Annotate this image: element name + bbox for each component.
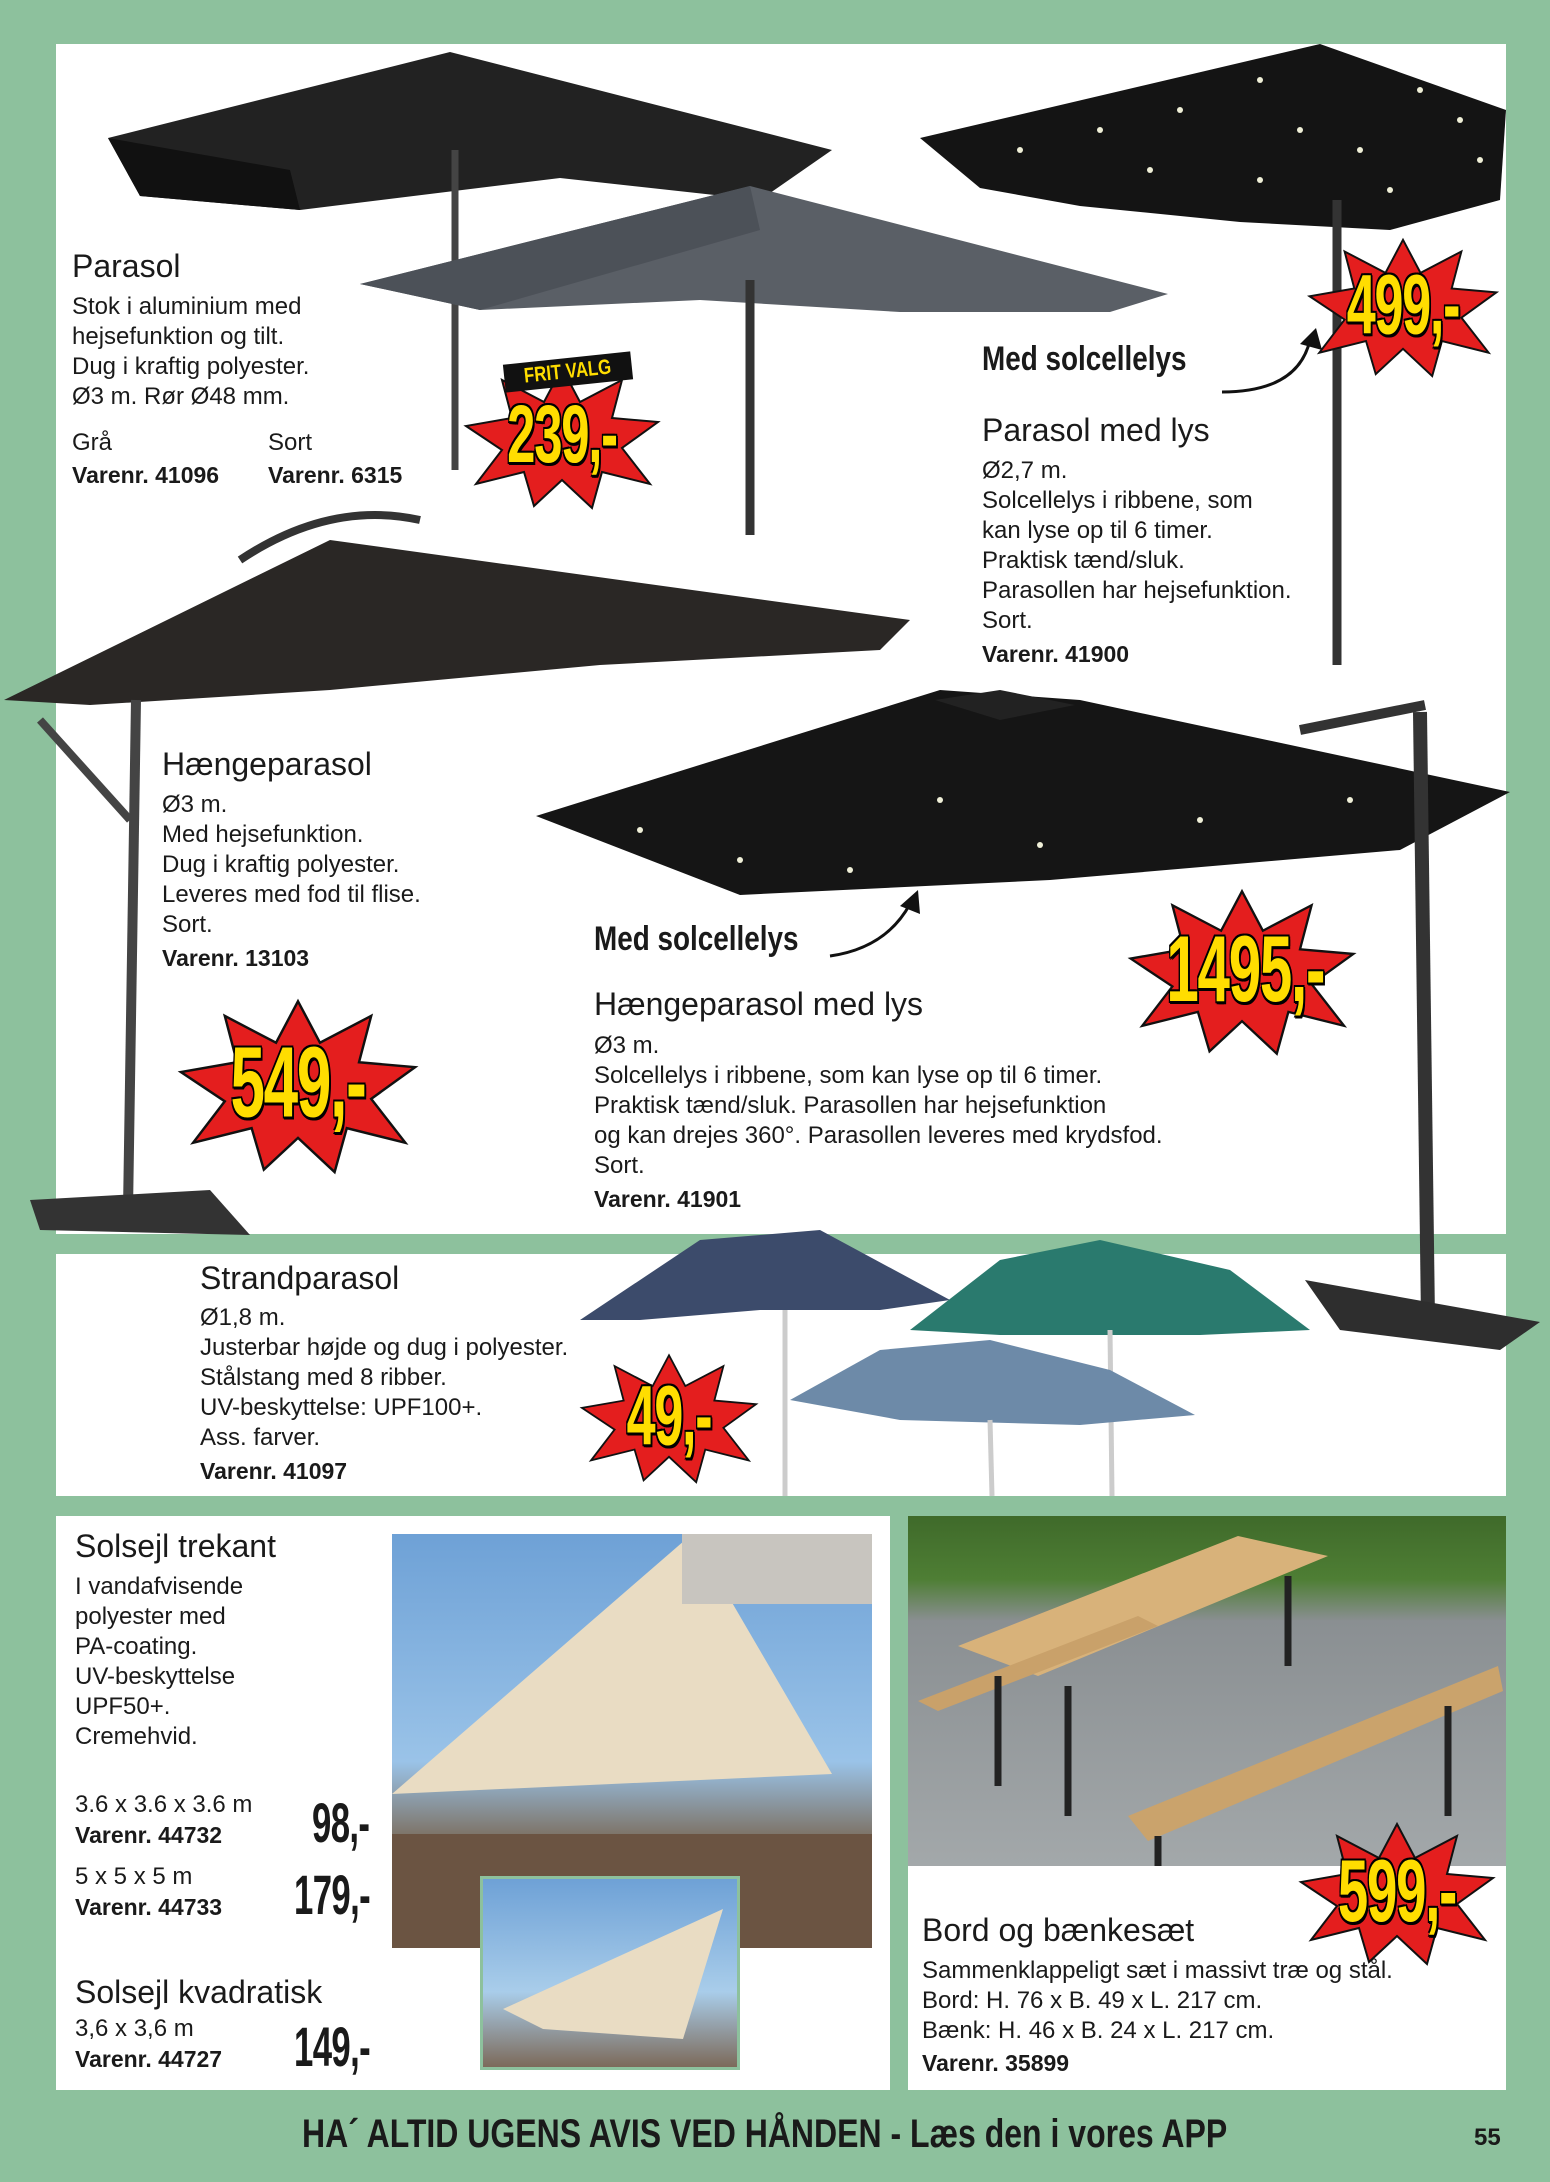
parasol-line: Ø3 m. Rør Ø48 mm.	[72, 383, 290, 410]
solar-parasol-line: kan lyse op til 6 timer.	[982, 517, 1213, 544]
sun-sail-line: PA-coating.	[75, 1633, 198, 1660]
sun-sail-line: polyester med	[75, 1603, 226, 1630]
sun-sail-varenr-3: Varenr. 44727	[75, 2046, 223, 2072]
sun-sail-line: UV-beskyttelse	[75, 1663, 236, 1690]
sun-sail-size-2: 5 x 5 x 5 m	[75, 1863, 193, 1890]
hanging-solar-parasol-price-burst	[1120, 882, 1364, 1056]
solar-parasol-line: Solcellelys i ribbene, som	[982, 487, 1253, 514]
sun-sail-size-1: 3.6 x 3.6 x 3.6 m	[75, 1791, 253, 1818]
parasol-price: 239,-	[507, 389, 617, 480]
footer-strong-text: HA´ ALTID UGENS AVIS VED HÅNDEN	[302, 2112, 882, 2156]
solar-parasol-line: Sort.	[982, 607, 1033, 634]
sun-sail-square-title: Solsejl kvadratisk	[75, 1974, 323, 2010]
hanging-solar-parasol-line: Ø3 m.	[594, 1032, 660, 1059]
hanging-solar-parasol-varenr: Varenr. 41901	[594, 1186, 742, 1212]
beach-umbrella-description	[200, 1303, 568, 1453]
table-bench-line: Bord: H. 76 x B. 49 x L. 217 cm.	[922, 1987, 1263, 2014]
hanging-solar-parasol-title: Hængeparasol med lys	[594, 986, 924, 1022]
solar-parasol-line: Parasollen har hejsefunktion.	[982, 577, 1292, 604]
parasol-line: Stok i aluminium med	[72, 293, 302, 320]
beach-umbrella-price: 49,-	[626, 1368, 712, 1463]
solar-parasol-price: 499,-	[1346, 257, 1460, 352]
hanging-solar-parasol-price: 1495,-	[1166, 916, 1325, 1021]
solar-parasol-price-burst	[1296, 232, 1510, 378]
parasol-description	[72, 292, 309, 412]
parasol-title: Parasol	[72, 248, 181, 284]
sun-sail-size-3: 3,6 x 3,6 m	[75, 2015, 194, 2042]
sun-sail-varenr-1: Varenr. 44732	[75, 1822, 223, 1848]
solar-parasol-description	[982, 456, 1292, 636]
page-number: 55	[1474, 2124, 1501, 2151]
sun-sail-line: Cremehvid.	[75, 1723, 198, 1750]
hanging-parasol-varenr: Varenr. 13103	[162, 945, 310, 971]
sun-sail-description	[75, 1572, 243, 1752]
hanging-parasol-title: Hængeparasol	[162, 746, 372, 782]
sun-sail-price-3: 149,-	[294, 2015, 371, 2078]
sun-sail-square-photo	[480, 1876, 740, 2070]
beach-umbrella-title: Strandparasol	[200, 1260, 400, 1296]
hanging-parasol-line: Med hejsefunktion.	[162, 821, 364, 848]
callout-arrow-middle	[826, 886, 936, 966]
sun-sail-title: Solsejl trekant	[75, 1528, 276, 1564]
hanging-parasol-description	[162, 790, 421, 940]
beach-umbrella-line: Ø1,8 m.	[200, 1304, 286, 1331]
parasol-variant-grey-label: Grå	[72, 429, 113, 456]
sun-sail-varenr-2: Varenr. 44733	[75, 1894, 223, 1920]
table-bench-title: Bord og bænkesæt	[922, 1912, 1195, 1948]
hanging-parasol-line: Sort.	[162, 911, 213, 938]
table-bench-photo	[908, 1516, 1506, 1866]
sun-sail-price-2: 179,-	[294, 1863, 371, 1926]
hanging-solar-parasol-description	[594, 1031, 1163, 1181]
hanging-parasol-line: Ø3 m.	[162, 791, 228, 818]
hanging-solar-parasol-line: og kan drejes 360°. Parasollen leveres med krydsfod.	[594, 1122, 1163, 1149]
parasol-variant-black-varenr: Varenr. 6315	[268, 462, 403, 488]
parasol-line: hejsefunktion og tilt.	[72, 323, 285, 350]
beach-umbrella-varenr: Varenr. 41097	[200, 1458, 348, 1484]
hanging-parasol-price-burst	[176, 990, 420, 1176]
hanging-solar-parasol-line: Praktisk tænd/sluk. Parasollen har hejsefunktion	[594, 1092, 1107, 1119]
sun-sail-line: I vandafvisende	[75, 1573, 244, 1600]
hanging-parasol-price: 549,-	[230, 1026, 366, 1139]
beach-umbrella-price-burst	[574, 1348, 764, 1484]
table-bench-line: Bænk: H. 46 x B. 24 x L. 217 cm.	[922, 2017, 1275, 2044]
beach-umbrella-line: Stålstang med 8 ribber.	[200, 1364, 447, 1391]
footer-dash: -	[881, 2112, 911, 2156]
table-bench-varenr: Varenr. 35899	[922, 2050, 1070, 2076]
solar-light-callout-middle: Med solcellelys	[594, 920, 799, 958]
hanging-parasol-line: Leveres med fod til flise.	[162, 881, 421, 908]
table-bench-description	[922, 1956, 1393, 2046]
parasol-variant-black-label: Sort	[268, 429, 313, 456]
beach-umbrella-line: Ass. farver.	[200, 1424, 321, 1451]
parasol-variant-grey-varenr: Varenr. 41096	[72, 462, 220, 488]
footer-banner	[302, 2112, 1227, 2157]
table-bench-line: Sammenklappeligt sæt i massivt træ og stål.	[922, 1957, 1393, 1984]
solar-light-callout-top: Med solcellelys	[982, 340, 1187, 378]
hanging-parasol-line: Dug i kraftig polyester.	[162, 851, 400, 878]
solar-parasol-title: Parasol med lys	[982, 412, 1210, 448]
sun-sail-price-1: 98,-	[312, 1791, 370, 1854]
table-bench-price-burst	[1290, 1816, 1504, 1966]
beach-umbrella-line: UV-beskyttelse: UPF100+.	[200, 1394, 483, 1421]
solar-parasol-line: Praktisk tænd/sluk.	[982, 547, 1185, 574]
parasol-line: Dug i kraftig polyester.	[72, 353, 310, 380]
table-bench-price: 599,-	[1337, 1841, 1457, 1940]
solar-parasol-varenr: Varenr. 41900	[982, 641, 1130, 667]
solar-parasol-line: Ø2,7 m.	[982, 457, 1068, 484]
hanging-solar-parasol-line: Solcellelys i ribbene, som kan lyse op til 6 timer.	[594, 1062, 1103, 1089]
beach-umbrella-line: Justerbar højde og dug i polyester.	[200, 1334, 569, 1361]
frit-valg-text: FRIT VALG	[523, 355, 613, 388]
footer-app-text: Læs den i vores APP	[910, 2112, 1228, 2156]
sun-sail-line: UPF50+.	[75, 1693, 171, 1720]
hanging-solar-parasol-line: Sort.	[594, 1152, 645, 1179]
